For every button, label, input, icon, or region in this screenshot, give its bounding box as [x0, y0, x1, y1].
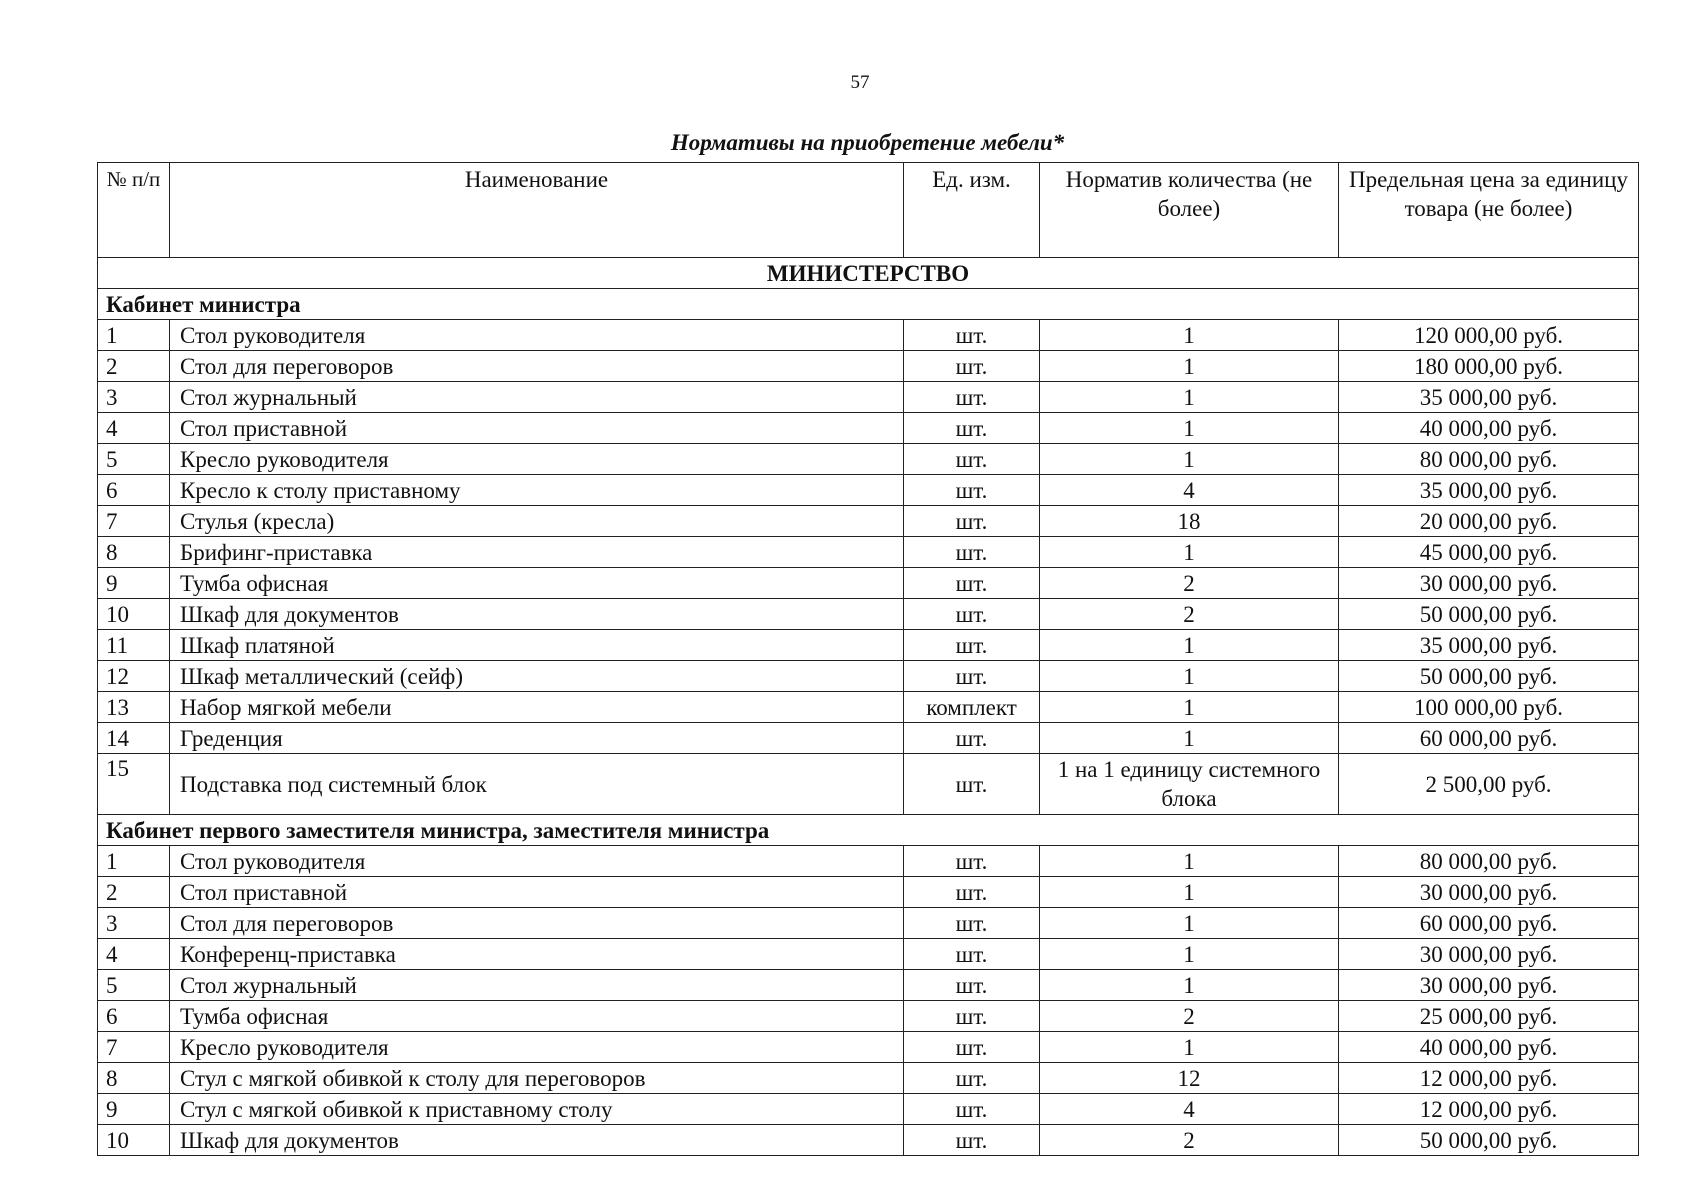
row-number: 1 — [98, 846, 170, 877]
price-cell: 35 000,00 руб. — [1339, 630, 1639, 661]
row-number: 3 — [98, 382, 170, 413]
table-row — [98, 320, 1639, 351]
price-cell: 25 000,00 руб. — [1339, 1001, 1639, 1032]
header-num: № п/п — [98, 163, 170, 258]
quantity-cell: 1 — [1040, 320, 1339, 351]
quantity-cell: 1 — [1040, 877, 1339, 908]
row-number: 13 — [98, 692, 170, 723]
header-price: Предельная цена за единицу товара (не более) — [1339, 163, 1639, 258]
table-row — [98, 846, 1639, 877]
unit-cell: шт. — [904, 382, 1040, 413]
row-number: 9 — [98, 568, 170, 599]
row-number: 10 — [98, 599, 170, 630]
table-row — [98, 939, 1639, 970]
unit-cell: шт. — [904, 1063, 1040, 1094]
item-name: Стол руководителя — [170, 320, 904, 351]
price-cell: 60 000,00 руб. — [1339, 723, 1639, 754]
price-cell: 60 000,00 руб. — [1339, 908, 1639, 939]
row-number: 5 — [98, 444, 170, 475]
unit-cell: шт. — [904, 1125, 1040, 1156]
quantity-cell: 1 на 1 единицу системного блока — [1040, 754, 1339, 815]
item-name: Кресло к столу приставному — [170, 475, 904, 506]
section-title: МИНИСТЕРСТВО — [98, 258, 1639, 289]
quantity-cell: 1 — [1040, 939, 1339, 970]
price-cell: 50 000,00 руб. — [1339, 599, 1639, 630]
item-name: Стол журнальный — [170, 382, 904, 413]
header-name: Наименование — [170, 163, 904, 258]
unit-cell: шт. — [904, 506, 1040, 537]
item-name: Стул с мягкой обивкой к приставному столу — [170, 1094, 904, 1125]
header-unit: Ед. изм. — [904, 163, 1040, 258]
price-cell: 30 000,00 руб. — [1339, 970, 1639, 1001]
quantity-cell: 2 — [1040, 599, 1339, 630]
row-number: 11 — [98, 630, 170, 661]
quantity-cell: 2 — [1040, 568, 1339, 599]
item-name: Стол приставной — [170, 877, 904, 908]
price-cell: 50 000,00 руб. — [1339, 1125, 1639, 1156]
price-cell: 80 000,00 руб. — [1339, 846, 1639, 877]
table-row — [98, 754, 1639, 815]
price-cell: 30 000,00 руб. — [1339, 877, 1639, 908]
table-row — [98, 970, 1639, 1001]
item-name: Стул с мягкой обивкой к столу для переговоров — [170, 1063, 904, 1094]
row-number: 14 — [98, 723, 170, 754]
table-row — [98, 1063, 1639, 1094]
item-name: Шкаф для документов — [170, 599, 904, 630]
price-cell: 2 500,00 руб. — [1339, 754, 1639, 815]
item-name: Стол для переговоров — [170, 351, 904, 382]
price-cell: 20 000,00 руб. — [1339, 506, 1639, 537]
quantity-cell: 2 — [1040, 1001, 1339, 1032]
table-row — [98, 1125, 1639, 1156]
table-body — [98, 258, 1639, 1156]
furniture-norms-table — [97, 162, 1639, 1156]
unit-cell: шт. — [904, 661, 1040, 692]
item-name: Стол руководителя — [170, 846, 904, 877]
unit-cell: шт. — [904, 1001, 1040, 1032]
quantity-cell: 1 — [1040, 630, 1339, 661]
quantity-cell: 18 — [1040, 506, 1339, 537]
unit-cell: шт. — [904, 754, 1040, 815]
row-number: 8 — [98, 537, 170, 568]
row-number: 9 — [98, 1094, 170, 1125]
row-number: 5 — [98, 970, 170, 1001]
quantity-cell: 1 — [1040, 692, 1339, 723]
row-number: 7 — [98, 1032, 170, 1063]
row-number: 2 — [98, 877, 170, 908]
item-name: Греденция — [170, 723, 904, 754]
item-name: Тумба офисная — [170, 568, 904, 599]
group-row — [98, 815, 1639, 846]
price-cell: 100 000,00 руб. — [1339, 692, 1639, 723]
table-row — [98, 475, 1639, 506]
table-row — [98, 351, 1639, 382]
item-name: Стулья (кресла) — [170, 506, 904, 537]
section-row — [98, 258, 1639, 289]
quantity-cell: 2 — [1040, 1125, 1339, 1156]
item-name: Стол приставной — [170, 413, 904, 444]
unit-cell: шт. — [904, 351, 1040, 382]
quantity-cell: 1 — [1040, 1032, 1339, 1063]
table-row — [98, 1032, 1639, 1063]
row-number: 1 — [98, 320, 170, 351]
unit-cell: шт. — [904, 537, 1040, 568]
unit-cell: шт. — [904, 475, 1040, 506]
row-number: 7 — [98, 506, 170, 537]
quantity-cell: 1 — [1040, 846, 1339, 877]
unit-cell: шт. — [904, 630, 1040, 661]
price-cell: 180 000,00 руб. — [1339, 351, 1639, 382]
unit-cell: шт. — [904, 413, 1040, 444]
row-number: 6 — [98, 475, 170, 506]
unit-cell: шт. — [904, 444, 1040, 475]
table-row — [98, 599, 1639, 630]
unit-cell: шт. — [904, 599, 1040, 630]
price-cell: 30 000,00 руб. — [1339, 568, 1639, 599]
document-title: Нормативы на приобретение мебели* — [670, 130, 1065, 155]
group-title: Кабинет первого заместителя министра, заместителя министра — [98, 815, 1639, 846]
unit-cell: шт. — [904, 723, 1040, 754]
price-cell: 40 000,00 руб. — [1339, 413, 1639, 444]
group-title: Кабинет министра — [98, 289, 1639, 320]
price-cell: 35 000,00 руб. — [1339, 475, 1639, 506]
quantity-cell: 4 — [1040, 1094, 1339, 1125]
price-cell: 50 000,00 руб. — [1339, 661, 1639, 692]
item-name: Кресло руководителя — [170, 444, 904, 475]
quantity-cell: 1 — [1040, 382, 1339, 413]
price-cell: 40 000,00 руб. — [1339, 1032, 1639, 1063]
row-number: 12 — [98, 661, 170, 692]
quantity-cell: 4 — [1040, 475, 1339, 506]
quantity-cell: 1 — [1040, 908, 1339, 939]
price-cell: 45 000,00 руб. — [1339, 537, 1639, 568]
quantity-cell: 1 — [1040, 970, 1339, 1001]
quantity-cell: 12 — [1040, 1063, 1339, 1094]
table-row — [98, 723, 1639, 754]
item-name: Брифинг-приставка — [170, 537, 904, 568]
unit-cell: шт. — [904, 877, 1040, 908]
header-qty: Норматив количества (не более) — [1040, 163, 1339, 258]
price-cell: 12 000,00 руб. — [1339, 1094, 1639, 1125]
item-name: Шкаф платяной — [170, 630, 904, 661]
row-number: 2 — [98, 351, 170, 382]
item-name: Стол журнальный — [170, 970, 904, 1001]
price-cell: 35 000,00 руб. — [1339, 382, 1639, 413]
price-cell: 120 000,00 руб. — [1339, 320, 1639, 351]
price-cell: 80 000,00 руб. — [1339, 444, 1639, 475]
item-name: Шкаф металлический (сейф) — [170, 661, 904, 692]
unit-cell: шт. — [904, 320, 1040, 351]
table-row — [98, 661, 1639, 692]
price-cell: 12 000,00 руб. — [1339, 1063, 1639, 1094]
table-row — [98, 908, 1639, 939]
price-cell: 30 000,00 руб. — [1339, 939, 1639, 970]
item-name: Стол для переговоров — [170, 908, 904, 939]
unit-cell: шт. — [904, 908, 1040, 939]
row-number: 8 — [98, 1063, 170, 1094]
item-name: Конференц-приставка — [170, 939, 904, 970]
table-row — [98, 537, 1639, 568]
unit-cell: шт. — [904, 939, 1040, 970]
row-number: 3 — [98, 908, 170, 939]
unit-cell: шт. — [904, 970, 1040, 1001]
item-name: Подставка под системный блок — [170, 754, 904, 815]
table-row — [98, 1094, 1639, 1125]
row-number: 10 — [98, 1125, 170, 1156]
unit-cell: комплект — [904, 692, 1040, 723]
table-row — [98, 444, 1639, 475]
table-header-row — [98, 163, 1639, 258]
table-row — [98, 382, 1639, 413]
row-number: 4 — [98, 413, 170, 444]
row-number: 6 — [98, 1001, 170, 1032]
table-row — [98, 506, 1639, 537]
table-row — [98, 568, 1639, 599]
unit-cell: шт. — [904, 846, 1040, 877]
row-number: 4 — [98, 939, 170, 970]
item-name: Шкаф для документов — [170, 1125, 904, 1156]
quantity-cell: 1 — [1040, 444, 1339, 475]
quantity-cell: 1 — [1040, 537, 1339, 568]
unit-cell: шт. — [904, 568, 1040, 599]
table-row — [98, 692, 1639, 723]
table-row — [98, 1001, 1639, 1032]
table-row — [98, 413, 1639, 444]
item-name: Тумба офисная — [170, 1001, 904, 1032]
row-number: 15 — [98, 754, 170, 815]
group-row — [98, 289, 1639, 320]
page-number: 57 — [850, 72, 870, 93]
quantity-cell: 1 — [1040, 723, 1339, 754]
unit-cell: шт. — [904, 1032, 1040, 1063]
item-name: Кресло руководителя — [170, 1032, 904, 1063]
quantity-cell: 1 — [1040, 413, 1339, 444]
item-name: Набор мягкой мебели — [170, 692, 904, 723]
table-row — [98, 877, 1639, 908]
unit-cell: шт. — [904, 1094, 1040, 1125]
quantity-cell: 1 — [1040, 351, 1339, 382]
quantity-cell: 1 — [1040, 661, 1339, 692]
table-row — [98, 630, 1639, 661]
